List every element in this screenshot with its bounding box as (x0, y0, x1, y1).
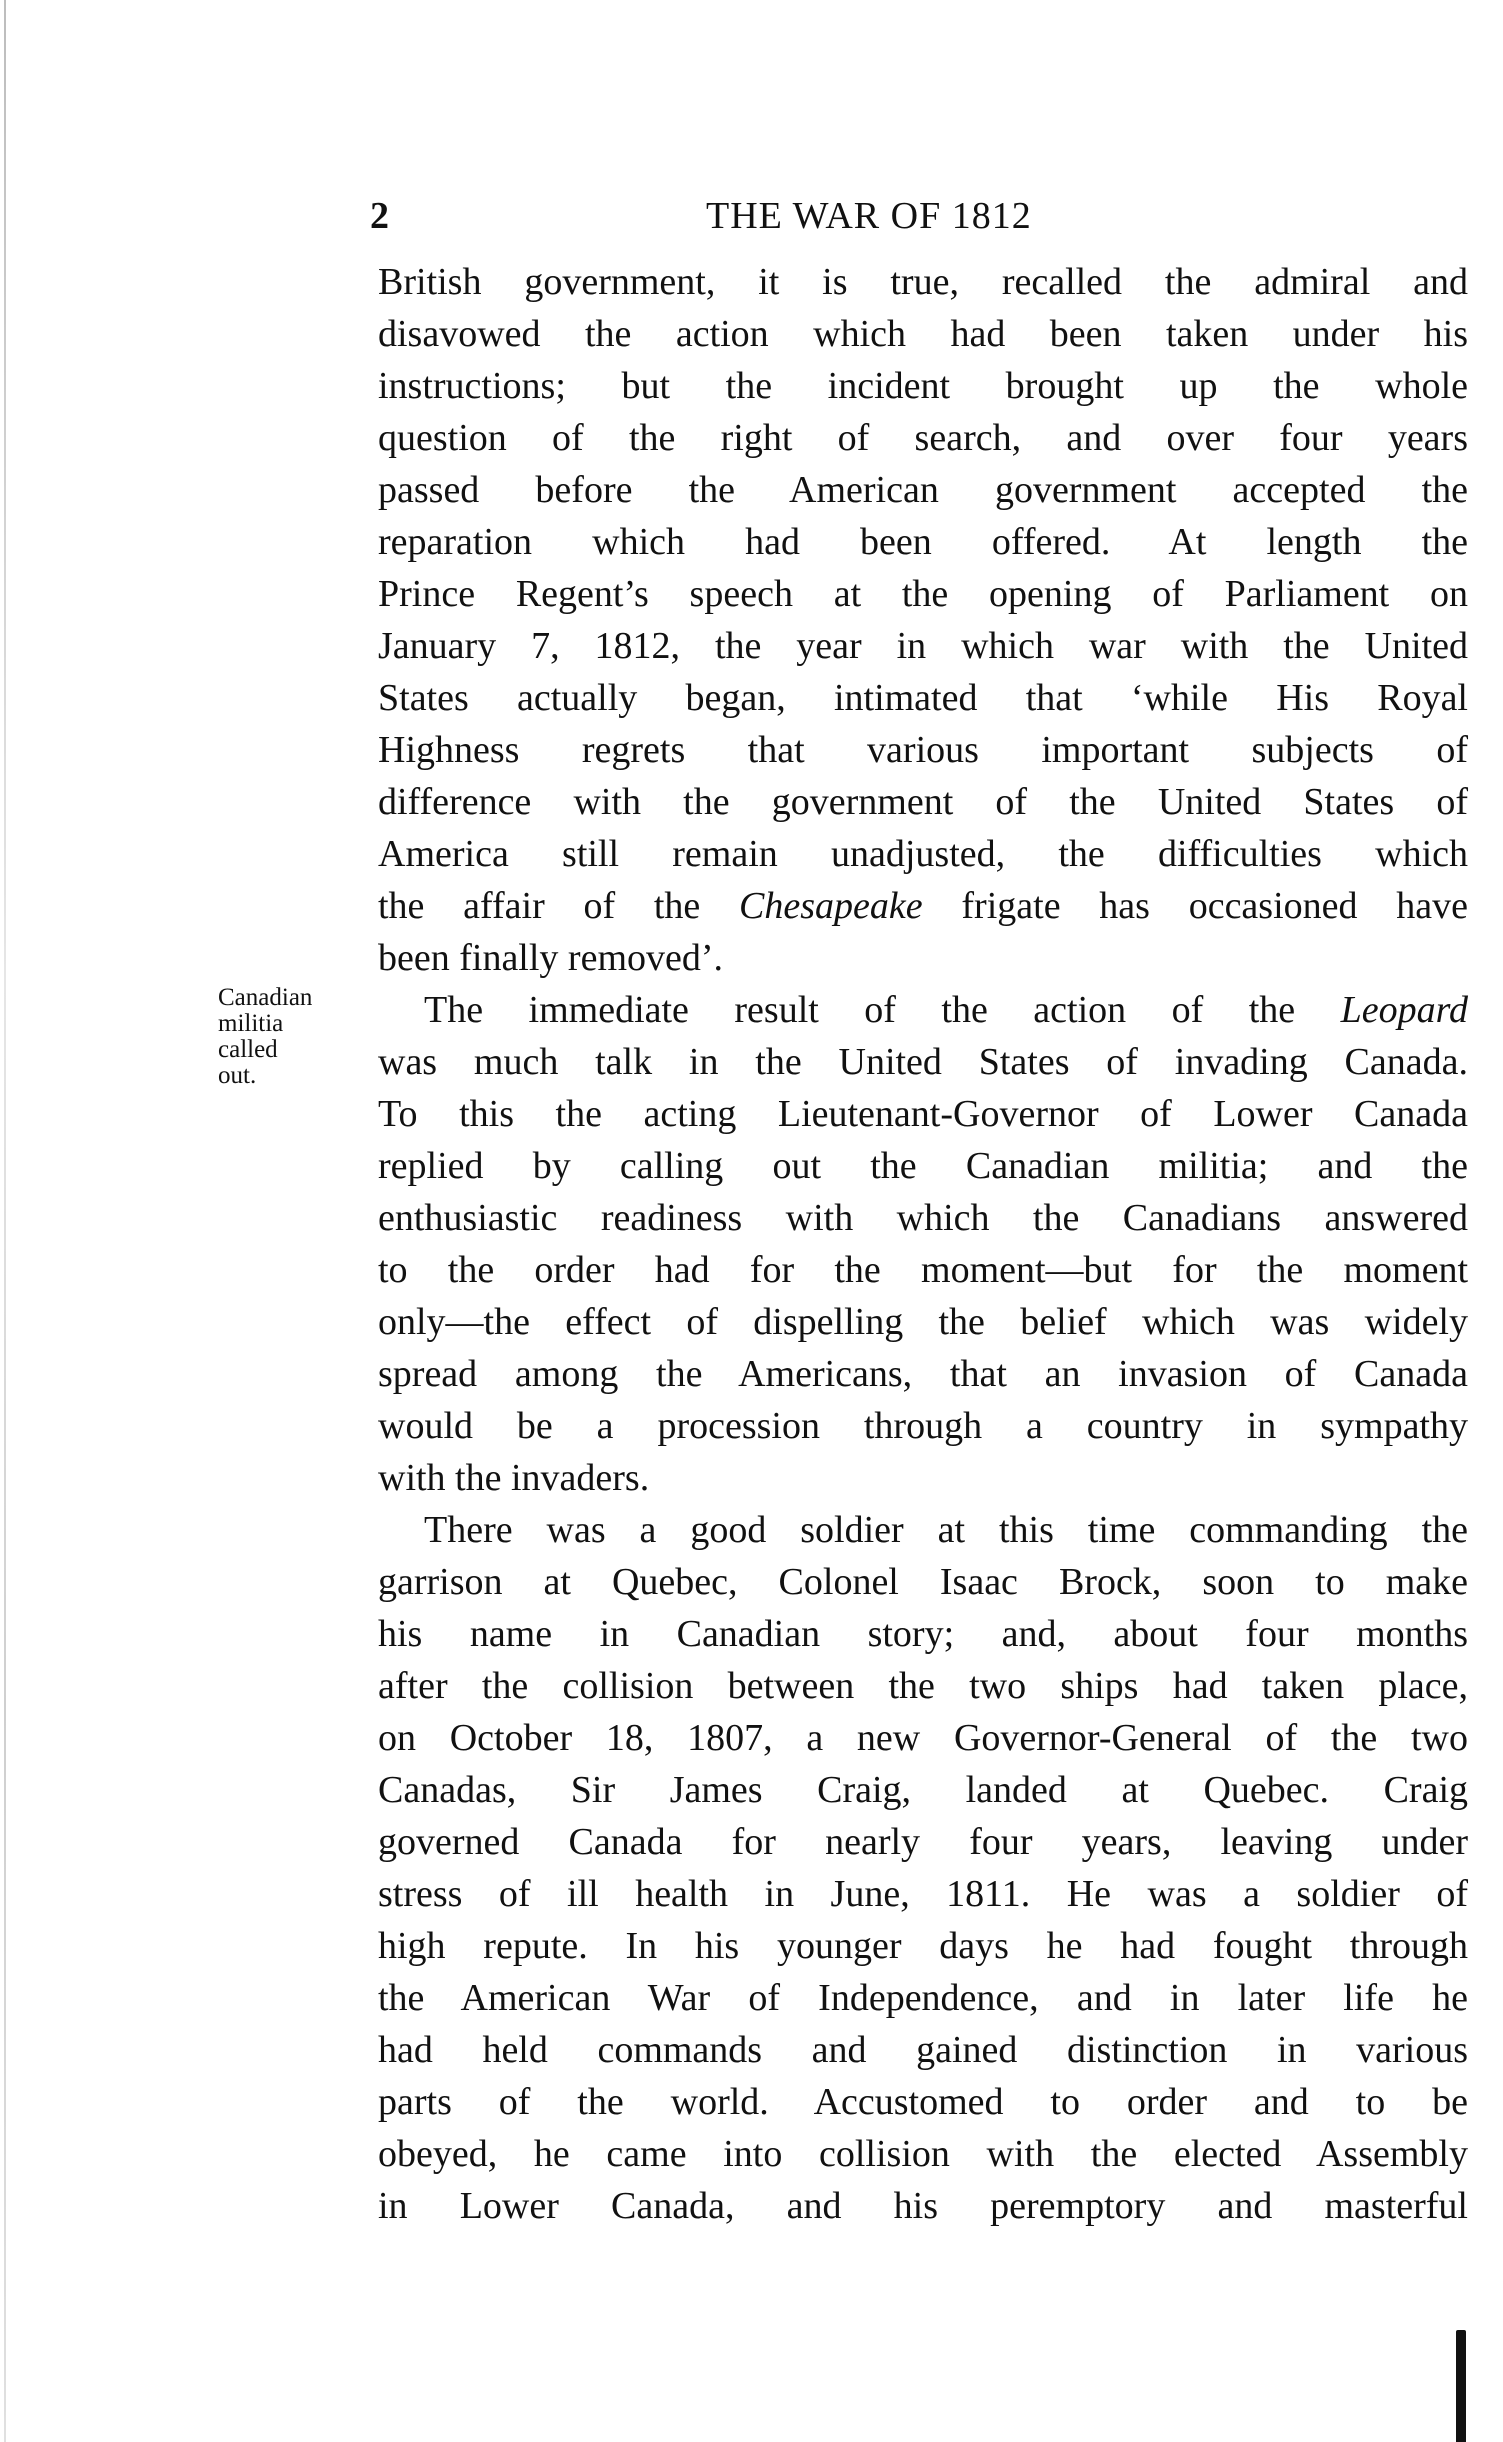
text-line: to the order had for the moment—but for the moment (378, 1249, 1468, 1291)
text-line: after the collision between the two ships had taken place, (378, 1665, 1468, 1707)
text-line: passed before the American government accepted the (378, 469, 1468, 511)
text-line: reparation which had been offered. At length the (378, 521, 1468, 563)
paragraph-first-line: There was a good soldier at this time commanding the (424, 1509, 1468, 1551)
text-line: Prince Regent’s speech at the opening of Parliament on (378, 573, 1468, 615)
paragraph-first-line: The immediate result of the action of the Leopard (424, 989, 1468, 1031)
text-line: instructions; but the incident brought up the whole (378, 365, 1468, 407)
text-line: replied by calling out the Canadian militia; and the (378, 1145, 1468, 1187)
text-line: been finally removed’. (378, 937, 724, 979)
text-line: had held commands and gained distinction in various (378, 2029, 1468, 2071)
text-line: States actually began, intimated that ‘while His Royal (378, 677, 1468, 719)
text-line: difference with the government of the United States of (378, 781, 1468, 823)
margin-note-line: called (218, 1036, 278, 1063)
text-line: January 7, 1812, the year in which war with the United (378, 625, 1468, 667)
ship-name: Leopard (1340, 989, 1468, 1031)
text-line: in Lower Canada, and his peremptory and masterful (378, 2185, 1468, 2227)
ship-name: Chesapeake (739, 885, 923, 927)
text-line: on October 18, 1807, a new Governor-General of the two (378, 1717, 1468, 1759)
text-line: parts of the world. Accustomed to order and to be (378, 2081, 1468, 2123)
page-number: 2 (370, 195, 389, 237)
running-title: THE WAR OF 1812 (706, 195, 1032, 237)
margin-note-line: militia (218, 1010, 284, 1037)
margin-note-line: out. (218, 1062, 257, 1089)
text-line: would be a procession through a country in sympathy (378, 1405, 1468, 1447)
running-head (370, 188, 1130, 244)
text-line: question of the right of search, and over four years (378, 417, 1468, 459)
binding-edge-line (4, 0, 6, 2442)
text-line: his name in Canadian story; and, about four months (378, 1613, 1468, 1655)
margin-note-line: Canadian (218, 984, 313, 1011)
text-line: disavowed the action which had been taken under his (378, 313, 1468, 355)
text-line: was much talk in the United States of invading Canada. (378, 1041, 1468, 1083)
text-line: British government, it is true, recalled the admiral and (378, 261, 1468, 303)
text-line: Canadas, Sir James Craig, landed at Quebec. Craig (378, 1769, 1468, 1811)
text-line: governed Canada for nearly four years, leaving under (378, 1821, 1468, 1863)
text-line: Highness regrets that various important subjects of (378, 729, 1468, 771)
text-line: stress of ill health in June, 1811. He was a soldier of (378, 1873, 1468, 1915)
text-line: the American War of Independence, and in later life he (378, 1977, 1468, 2019)
body-text (378, 256, 1468, 2232)
text-line: high repute. In his younger days he had fought through (378, 1925, 1468, 1967)
text-line: To this the acting Lieutenant-Governor of Lower Canada (378, 1093, 1468, 1135)
text-line: obeyed, he came into collision with the elected Assembly (378, 2133, 1468, 2175)
text-line: spread among the Americans, that an invasion of Canada (378, 1353, 1468, 1395)
text-line: only—the effect of dispelling the belief which was widely (378, 1301, 1468, 1343)
text-line: with the invaders. (378, 1457, 650, 1499)
text-line: the affair of the Chesapeake frigate has occasioned have (378, 885, 1468, 927)
scan-edge-mark (1456, 2330, 1466, 2442)
margin-note (218, 985, 368, 1089)
text-line: America still remain unadjusted, the difficulties which (378, 833, 1468, 875)
text-line: garrison at Quebec, Colonel Isaac Brock, soon to make (378, 1561, 1468, 1603)
text-line: enthusiastic readiness with which the Canadians answered (378, 1197, 1468, 1239)
